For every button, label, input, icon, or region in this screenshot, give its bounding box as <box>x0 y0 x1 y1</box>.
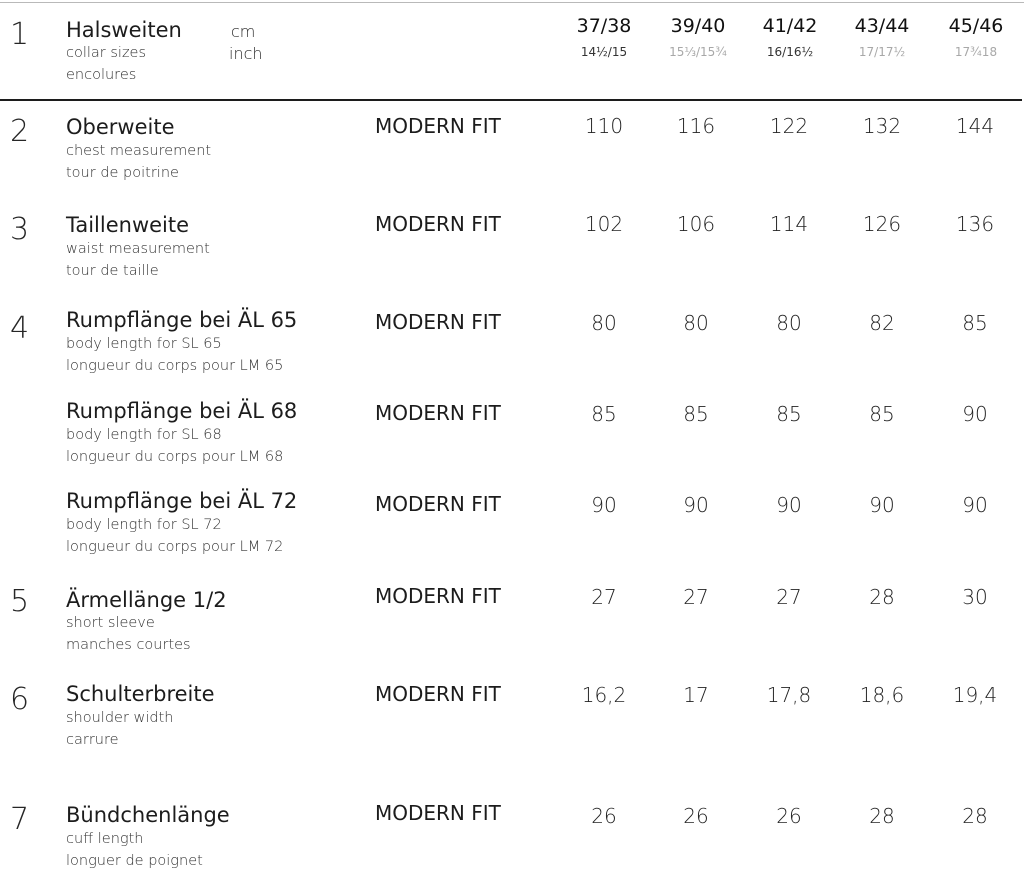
cell-value: 90 <box>962 493 988 517</box>
row-subtitle-fr: carrure <box>66 732 119 748</box>
cell-value: 106 <box>676 212 716 236</box>
row-subtitle-fr: encolures <box>66 67 137 83</box>
size-cm: 45/46 <box>948 15 1004 37</box>
size-inch: 14½/15 <box>580 45 628 59</box>
cell-value: 90 <box>776 493 802 517</box>
row-subtitle-en: waist measurement <box>66 241 210 257</box>
cell-value: 114 <box>769 212 809 236</box>
cell-value: 90 <box>869 493 895 517</box>
size-inch: 17/17½ <box>858 45 906 59</box>
row-subtitle-fr: longueur du corps pour LM 68 <box>66 449 284 465</box>
cell-value: 17 <box>683 683 709 707</box>
cell-value: 90 <box>683 493 709 517</box>
row-subtitle-en: body length for SL 72 <box>66 517 222 533</box>
row-number: 5 <box>10 584 30 619</box>
row-number: 4 <box>10 311 30 346</box>
cell-value: 122 <box>769 114 809 138</box>
unit-cm: cm <box>231 22 256 41</box>
fit-label: MODERN FIT <box>375 401 501 425</box>
row-subtitle-en: chest measurement <box>66 143 212 159</box>
cell-value: 85 <box>962 311 988 335</box>
cell-value: 102 <box>584 212 624 236</box>
cell-value: 26 <box>683 804 709 828</box>
row-title: Rumpflänge bei ÄL 72 <box>66 489 298 513</box>
size-cm: 39/40 <box>670 15 726 37</box>
cell-value: 19,4 <box>952 683 998 707</box>
row-subtitle-en: body length for SL 68 <box>66 427 222 443</box>
cell-value: 16,2 <box>581 683 627 707</box>
cell-value: 90 <box>962 402 988 426</box>
cell-value: 85 <box>776 402 802 426</box>
row-subtitle-fr: longueur du corps pour LM 72 <box>66 539 284 555</box>
cell-value: 18,6 <box>859 683 905 707</box>
cell-value: 136 <box>955 212 995 236</box>
cell-value: 80 <box>591 311 617 335</box>
size-cm: 41/42 <box>762 15 818 37</box>
row-number: 2 <box>10 114 30 149</box>
row-title: Bündchenlänge <box>66 803 230 827</box>
cell-value: 85 <box>683 402 709 426</box>
row-subtitle-fr: manches courtes <box>66 637 191 653</box>
cell-value: 116 <box>676 114 716 138</box>
row-title: Oberweite <box>66 115 175 139</box>
cell-value: 80 <box>776 311 802 335</box>
cell-value: 28 <box>962 804 988 828</box>
row-number: 6 <box>10 682 30 717</box>
size-cm: 43/44 <box>854 15 910 37</box>
cell-value: 17,8 <box>766 683 812 707</box>
cell-value: 27 <box>591 585 617 609</box>
row-subtitle-fr: longueur du corps pour LM 65 <box>66 358 284 374</box>
row-subtitle-fr: tour de poitrine <box>66 165 179 181</box>
row-title: Ärmellänge 1/2 <box>66 588 227 612</box>
row-subtitle-en: cuff length <box>66 831 144 847</box>
header-divider <box>0 99 1022 101</box>
cell-value: 144 <box>955 114 995 138</box>
cell-value: 85 <box>591 402 617 426</box>
size-inch: 16/16½ <box>766 45 814 59</box>
cell-value: 26 <box>776 804 802 828</box>
cell-value: 27 <box>683 585 709 609</box>
row-subtitle-en: shoulder width <box>66 710 174 726</box>
row-subtitle-en: body length for SL 65 <box>66 336 222 352</box>
fit-label: MODERN FIT <box>375 682 501 706</box>
size-cm: 37/38 <box>576 15 632 37</box>
fit-label: MODERN FIT <box>375 212 501 236</box>
row-subtitle-en: short sleeve <box>66 615 155 631</box>
fit-label: MODERN FIT <box>375 310 501 334</box>
cell-value: 82 <box>869 311 895 335</box>
unit-inch: inch <box>229 44 263 63</box>
cell-value: 126 <box>862 212 902 236</box>
cell-value: 28 <box>869 804 895 828</box>
fit-label: MODERN FIT <box>375 492 501 516</box>
row-subtitle-fr: longuer de poignet <box>66 853 203 869</box>
cell-value: 110 <box>584 114 624 138</box>
row-number: 7 <box>10 802 30 837</box>
row-title: Schulterbreite <box>66 682 215 706</box>
top-rule <box>0 2 1024 3</box>
cell-value: 80 <box>683 311 709 335</box>
fit-label: MODERN FIT <box>375 114 501 138</box>
cell-value: 26 <box>591 804 617 828</box>
cell-value: 132 <box>862 114 902 138</box>
fit-label: MODERN FIT <box>375 801 501 825</box>
cell-value: 85 <box>869 402 895 426</box>
row-title: Taillenweite <box>66 213 190 237</box>
row-title: Rumpflänge bei ÄL 68 <box>66 399 298 423</box>
row-title: Halsweiten <box>66 18 182 42</box>
fit-label: MODERN FIT <box>375 584 501 608</box>
row-subtitle-fr: tour de taille <box>66 263 159 279</box>
row-subtitle-en: collar sizes <box>66 45 147 61</box>
cell-value: 28 <box>869 585 895 609</box>
size-inch: 15⅓/15¾ <box>669 45 727 59</box>
cell-value: 30 <box>962 585 988 609</box>
cell-value: 27 <box>776 585 802 609</box>
row-title: Rumpflänge bei ÄL 65 <box>66 308 298 332</box>
row-number: 1 <box>10 17 30 52</box>
cell-value: 90 <box>591 493 617 517</box>
size-inch: 17¾18 <box>954 45 998 59</box>
row-number: 3 <box>10 212 30 247</box>
